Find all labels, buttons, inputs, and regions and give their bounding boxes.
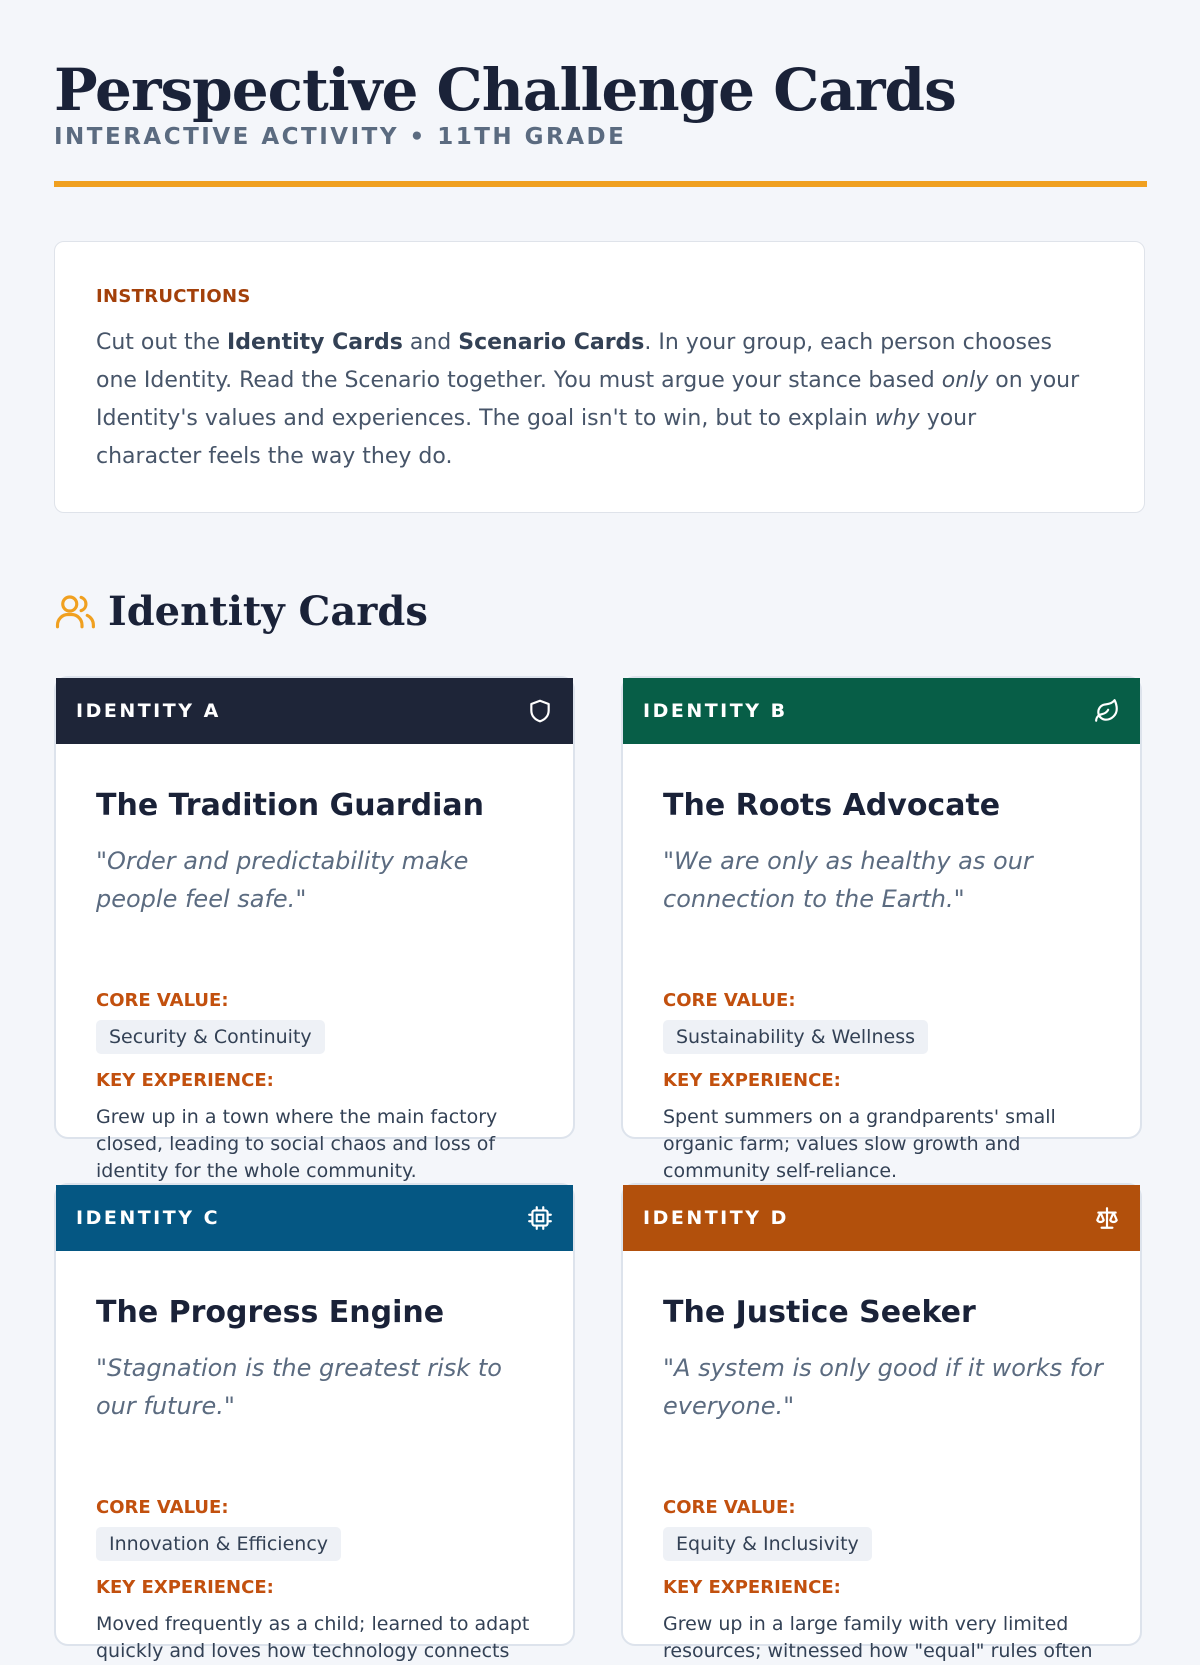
instr-text-3: . In your group, each person chooses one Identity. Read the Scenario together. You must argue your stance based [96,330,1053,393]
card-quote: "Stagnation is the greatest risk to our future." [96,1354,502,1420]
card-header [623,678,1140,744]
identity-card-b [621,676,1142,1182]
key-experience-label: KEY EXPERIENCE: [663,1070,841,1091]
instr-text-4: on your Identity's values and experiences. The goal isn't to win, but to explain [96,368,1080,431]
leaf-icon [1094,698,1120,724]
card-header [56,1185,573,1251]
core-value-label: CORE VALUE: [663,990,796,1011]
page-subtitle: INTERACTIVE ACTIVITY • 11TH GRADE [54,124,627,150]
key-experience-label: KEY EXPERIENCE: [96,1070,274,1091]
card-tag: IDENTITY A [76,700,221,722]
instructions-label: INSTRUCTIONS [96,286,251,307]
card-tag: IDENTITY D [643,1207,789,1229]
card-name: The Tradition Guardian [96,788,484,823]
key-experience-label: KEY EXPERIENCE: [663,1577,841,1598]
instructions-box [54,241,1145,513]
key-experience-text: Grew up in a town where the main factory closed, leading to social chaos and loss of identity for the whole community. [96,1106,498,1182]
core-value-chip: Security & Continuity [96,1020,325,1054]
card-quote: "Order and predictability make people feel safe." [96,847,469,913]
header-divider [54,181,1147,187]
core-value-label: CORE VALUE: [96,990,229,1011]
card-header [56,678,573,744]
section-title: Identity Cards [108,587,428,635]
instr-text-1: Cut out the [96,330,228,355]
key-experience-label: KEY EXPERIENCE: [96,1577,274,1598]
page-title: Perspective Challenge Cards [54,56,956,124]
instr-text-2: and [402,330,459,355]
card-name: The Roots Advocate [663,788,1001,823]
core-value-label: CORE VALUE: [663,1497,796,1518]
scales-icon [1094,1205,1120,1231]
instr-italic-only: only [941,368,989,393]
identity-card-c [54,1183,575,1662]
users-icon [54,590,96,632]
card-quote: "We are only as healthy as our connection to the Earth." [663,847,1033,913]
instr-italic-why: why [874,406,920,431]
instructions-text [96,324,1086,476]
card-name: The Justice Seeker [663,1295,976,1330]
core-value-chip: Equity & Inclusivity [663,1527,872,1561]
core-value-chip: Sustainability & Wellness [663,1020,928,1054]
instr-text-5: your character feels the way they do. [96,406,977,469]
card-tag: IDENTITY B [643,700,788,722]
card-quote: "A system is only good if it works for everyone." [663,1354,1103,1420]
card-tag: IDENTITY C [76,1207,221,1229]
identity-card-a [54,676,575,1182]
card-name: The Progress Engine [96,1295,445,1330]
identity-section-heading [54,586,428,636]
core-value-label: CORE VALUE: [96,1497,229,1518]
chip-icon [527,1205,553,1231]
key-experience-text: Grew up in a large family with very limited resources; witnessed how "equal" rules often [663,1613,1093,1662]
key-experience-text: Spent summers on a grandparents' small organic farm; values slow growth and community self-reliance. [663,1106,1056,1182]
shield-icon [527,698,553,724]
identity-card-d [621,1183,1142,1662]
card-header [623,1185,1140,1251]
instr-bold-identity: Identity Cards [227,330,403,355]
key-experience-text: Moved frequently as a child; learned to adapt quickly and loves how technology connects [96,1613,530,1662]
instr-bold-scenario: Scenario Cards [458,330,645,355]
core-value-chip: Innovation & Efficiency [96,1527,341,1561]
